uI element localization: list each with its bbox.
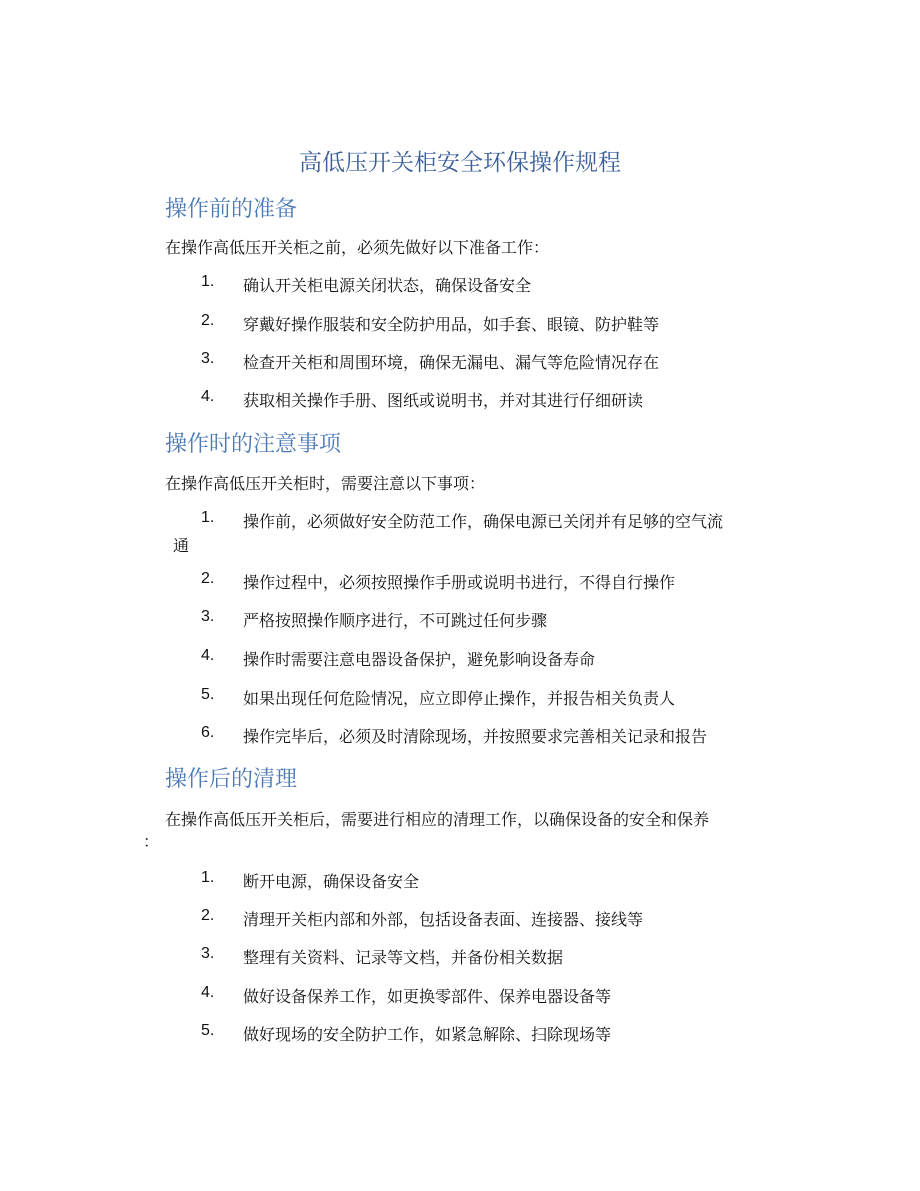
list-text: 检查开关柜和周围环境，确保无漏电、漏气等危险情况存在 (243, 353, 660, 372)
list-text: 断开电源，确保设备安全 (243, 872, 420, 891)
list-number: 3. (201, 945, 215, 962)
list-number: 4. (201, 388, 215, 405)
list-text: 整理有关资料、记录等文档，并备份相关数据 (243, 948, 564, 967)
list-text: 清理开关柜内部和外部，包括设备表面、连接器、接线等 (243, 910, 644, 929)
section-intro: 在操作高低压开关柜时，需要注意以下事项： (165, 474, 486, 493)
list-text: 获取相关操作手册、图纸或说明书，并对其进行仔细研读 (243, 391, 644, 410)
section-intro: 在操作高低压开关柜后，需要进行相应的清理工作，以确保设备的安全和保养 (165, 810, 710, 829)
list-number: 2. (201, 312, 215, 329)
list-text: 如果出现任何危险情况，应立即停止操作，并报告相关负责人 (243, 689, 676, 708)
list-text: 做好设备保养工作，如更换零部件、保养电器设备等 (243, 987, 612, 1006)
list-text: 操作前，必须做好安全防范工作，确保电源已关闭并有足够的空气流 (243, 512, 724, 531)
section-heading-preparation: 操作前的准备 (165, 197, 298, 222)
list-text: 严格按照操作顺序进行，不可跳过任何步骤 (243, 611, 548, 630)
list-number: 6. (201, 724, 215, 741)
list-number: 2. (201, 570, 215, 587)
list-number: 1. (201, 869, 215, 886)
section-intro: 在操作高低压开关柜之前，必须先做好以下准备工作： (165, 238, 550, 257)
list-number: 4. (201, 984, 215, 1001)
list-number: 3. (201, 350, 215, 367)
section-heading-cleanup: 操作后的清理 (165, 767, 298, 792)
list-text: 做好现场的安全防护工作，如紧急解除、扫除现场等 (243, 1025, 612, 1044)
list-text: 操作完毕后，必须及时清除现场，并按照要求完善相关记录和报告 (243, 727, 708, 746)
section-heading-precautions: 操作时的注意事项 (165, 432, 342, 457)
list-number: 3. (201, 608, 215, 625)
list-text: 确认开关柜电源关闭状态，确保设备安全 (243, 276, 532, 295)
section-intro-continuation: ： (143, 832, 160, 851)
list-text: 操作时需要注意电器设备保护，避免影响设备寿命 (243, 650, 596, 669)
list-number: 1. (201, 273, 215, 290)
document-title: 高低压开关柜安全环保操作规程 (299, 150, 621, 176)
list-number: 4. (201, 647, 215, 664)
list-text: 操作过程中，必须按照操作手册或说明书进行，不得自行操作 (243, 573, 676, 592)
list-number: 5. (201, 686, 215, 703)
list-text: 穿戴好操作服装和安全防护用品，如手套、眼镜、防护鞋等 (243, 315, 660, 334)
list-number: 5. (201, 1022, 215, 1039)
list-text-continuation: 通 (173, 536, 190, 555)
list-number: 1. (201, 509, 215, 526)
list-number: 2. (201, 907, 215, 924)
